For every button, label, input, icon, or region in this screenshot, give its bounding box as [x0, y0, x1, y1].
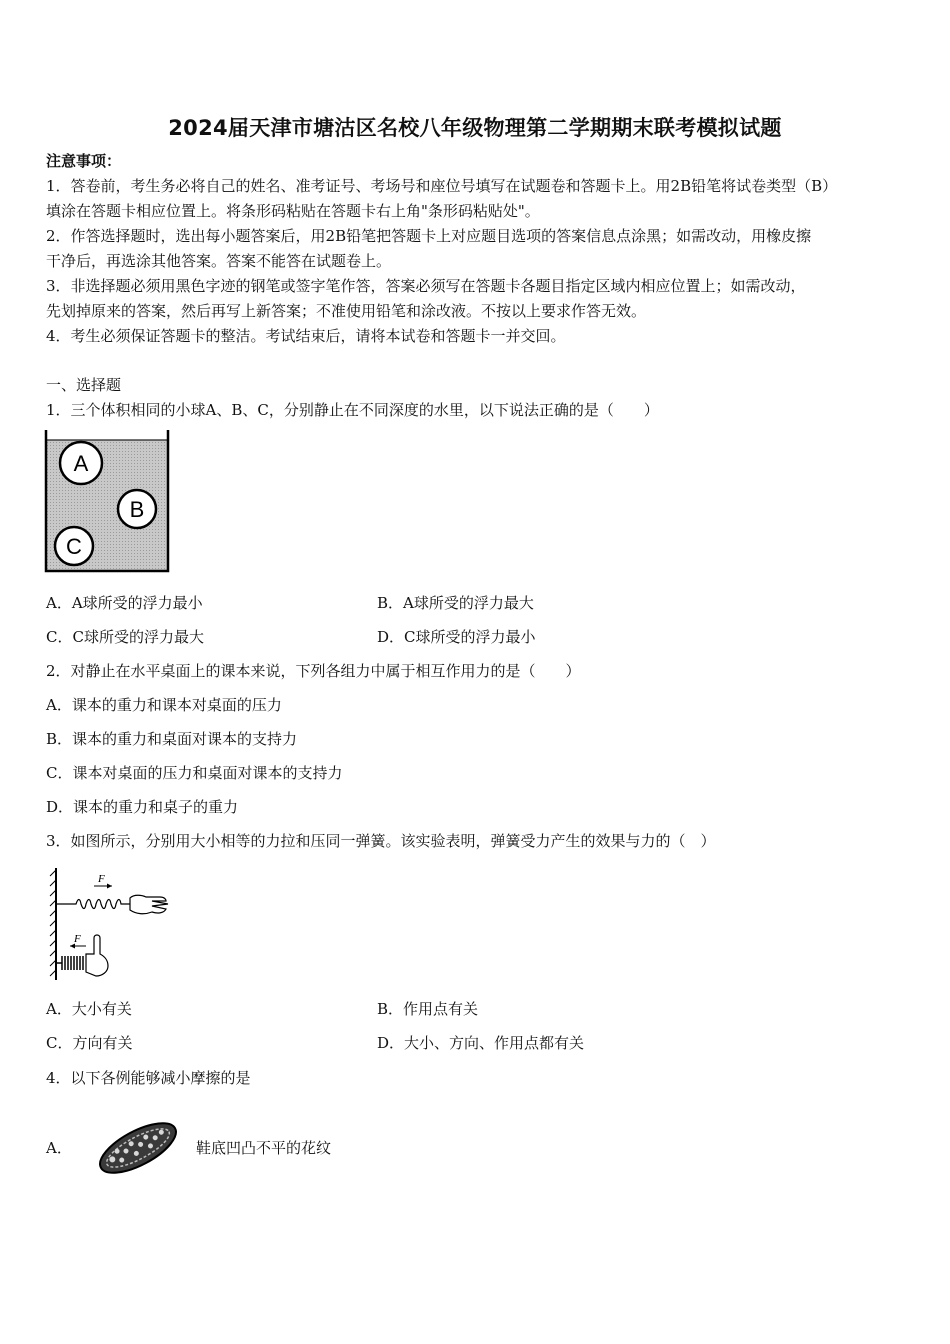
- q1-option-c: C．C球所受的浮力最大: [46, 628, 204, 646]
- page-title: 2024届天津市塘沽区名校八年级物理第二学期期末联考模拟试题: [168, 116, 782, 140]
- q3-option-d: D．大小、方向、作用点都有关: [377, 1034, 585, 1052]
- q2-option-d: D．课本的重力和桌子的重力: [46, 798, 239, 816]
- notice-line-1: 1．答卷前，考生务必将自己的姓名、准考证号、考场号和座位号填写在试题卷和答题卡上。用2B铅笔将试卷类型（B）: [46, 177, 838, 195]
- notice-line-5: 3．非选择题必须用黑色字迹的钢笔或签字笔作答，答案必须写在答题卡各题目指定区域内相应位置上；如需改动，: [46, 277, 806, 295]
- compressed-spring: [56, 956, 83, 970]
- q3-option-c: C．方向有关: [46, 1034, 133, 1052]
- q2-option-a: A．课本的重力和课本对桌面的压力: [46, 696, 282, 714]
- q1-option-b: B．A球所受的浮力最大: [377, 594, 534, 612]
- section-heading: 一、选择题: [46, 376, 122, 394]
- q3-option-b: B．作用点有关: [377, 1000, 479, 1018]
- q4-stem: 4．以下各例能够减小摩擦的是: [46, 1069, 251, 1087]
- notice-line-3: 2．作答选择题时，选出每小题答案后，用2B铅笔把答题卡上对应题目选项的答案信息点涂黑；如需改动，用橡皮擦: [46, 227, 812, 245]
- pulling-hand-icon: [130, 895, 168, 913]
- notice-line-4: 干净后，再选涂其他答案。答案不能答在试题卷上。: [46, 252, 392, 270]
- ball-c-label: C: [66, 534, 82, 559]
- q2-option-c: C．课本对桌面的压力和桌面对课本的支持力: [46, 764, 343, 782]
- q4-shoe-sole-image: [92, 1112, 184, 1184]
- notice-line-7: 4．考生必须保证答题卡的整洁。考试结束后，请将本试卷和答题卡一并交回。: [46, 327, 566, 345]
- q1-water-tank-figure: [44, 430, 172, 574]
- notice-line-6: 先划掉原来的答案，然后再写上新答案；不准使用铅笔和涂改液。不按以上要求作答无效。: [46, 302, 647, 320]
- ball-a-label: A: [73, 451, 89, 476]
- notice-line-2: 填涂在答题卡相应位置上。将条形码粘贴在答题卡右上角"条形码粘贴处"。: [46, 202, 540, 220]
- wall: [50, 868, 56, 980]
- ball-b-label: B: [129, 497, 145, 522]
- q3-option-a: A．大小有关: [46, 1000, 132, 1018]
- q4-option-a-text: 鞋底凹凸不平的花纹: [196, 1139, 332, 1157]
- q1-option-d: D．C球所受的浮力最小: [377, 628, 536, 646]
- sole-outline: [93, 1113, 183, 1182]
- q3-spring-figure: [48, 866, 172, 984]
- notice-heading: 注意事项：: [46, 152, 122, 170]
- q2-option-b: B．课本的重力和桌面对课本的支持力: [46, 730, 298, 748]
- q1-stem: 1．三个体积相同的小球A、B、C，分别静止在不同深度的水里，以下说法正确的是（ ）: [46, 401, 659, 419]
- pushing-hand-icon: [86, 935, 108, 976]
- pull-force-label: F: [98, 873, 105, 885]
- q4-option-a-prefix: A．: [46, 1139, 72, 1157]
- q3-stem: 3．如图所示，分别用大小相等的力拉和压同一弹簧。该实验表明，弹簧受力产生的效果与力的（ ）: [46, 832, 716, 850]
- stretched-spring: [56, 900, 130, 909]
- q1-option-a: A．A球所受的浮力最小: [46, 594, 203, 612]
- push-force-label: F: [74, 933, 81, 945]
- q2-stem: 2．对静止在水平桌面上的课本来说，下列各组力中属于相互作用力的是（ ）: [46, 662, 581, 680]
